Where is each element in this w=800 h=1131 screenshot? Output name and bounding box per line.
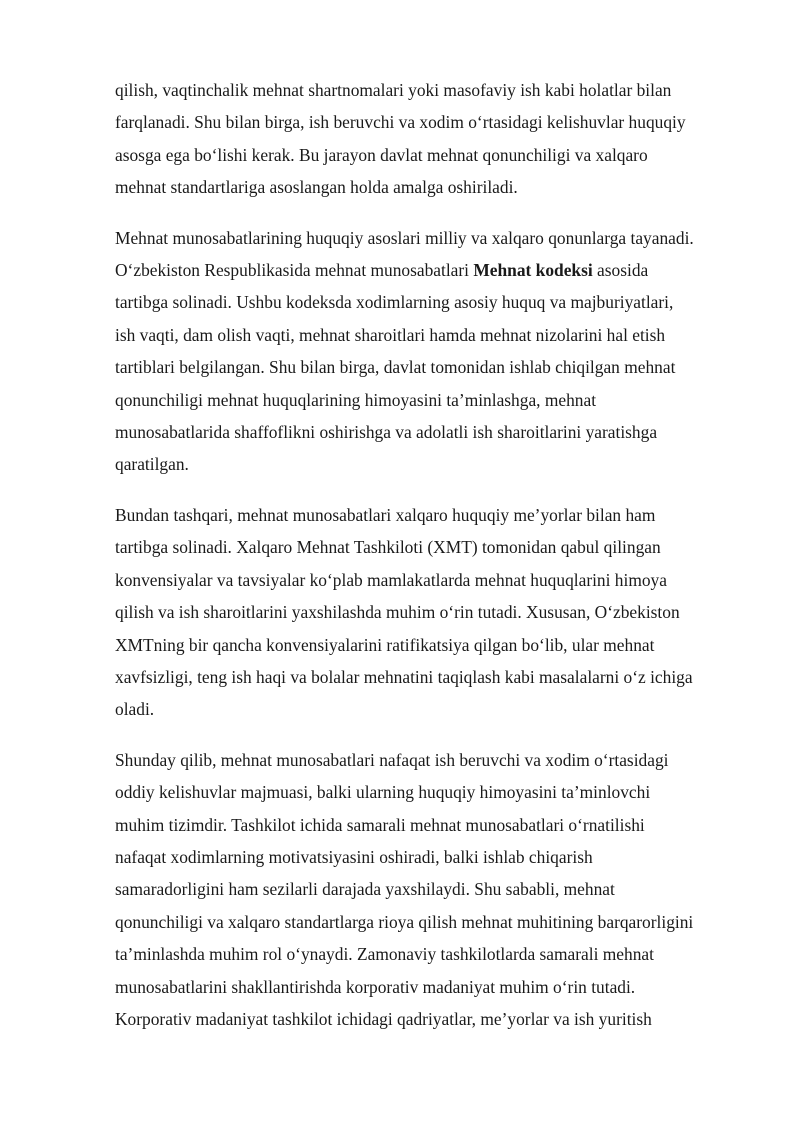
text-line: qonunchiligi mehnat huquqlarining himoyasini ta’minlashga, mehnat bbox=[115, 389, 597, 410]
paragraph-2 bbox=[115, 222, 745, 481]
text-line: Mehnat munosabatlarining huquqiy asoslari milliy va xalqaro qonunlarga tayanadi. bbox=[115, 227, 694, 248]
text-line: tartibga solinadi. Xalqaro Mehnat Tashkiloti (XMT) tomonidan qabul qilingan bbox=[115, 537, 661, 558]
text-segment: asosida bbox=[592, 260, 649, 281]
text-line: qilish, vaqtinchalik mehnat shartnomalari yoki masofaviy ish kabi holatlar bilan bbox=[115, 80, 672, 100]
text-line: samaradorligini ham sezilarli darajada yaxshilaydi. Shu sababli, mehnat bbox=[115, 879, 615, 900]
text-line: farqlanadi. Shu bilan birga, ish beruvchi va xodim o‘rtasidagi kelishuvlar huquqiy bbox=[115, 112, 686, 133]
text-line: munosabatlarini shakllantirishda korporativ madaniyat muhim o‘rin tutadi. bbox=[115, 976, 636, 997]
bold-term-mehnat-kodeksi: Mehnat kodeksi bbox=[473, 260, 593, 281]
text-line: ta’minlashda muhim rol o‘ynaydi. Zamonaviy tashkilotlarda samarali mehnat bbox=[115, 944, 654, 965]
text-line: Shunday qilib, mehnat munosabatlari nafaqat ish beruvchi va xodim o‘rtasidagi bbox=[115, 749, 669, 770]
text-line: tartiblari belgilangan. Shu bilan birga, davlat tomonidan ishlab chiqilgan mehnat bbox=[115, 357, 676, 378]
text-line: ish vaqti, dam olish vaqti, mehnat sharoitlari hamda mehnat nizolarini hal etish bbox=[115, 324, 666, 345]
text-line: oddiy kelishuvlar majmuasi, balki ularning huquqiy himoyasini ta’minlovchi bbox=[115, 782, 651, 803]
text-line: muhim tizimdir. Tashkilot ichida samarali mehnat munosabatlari o‘rnatilishi bbox=[115, 814, 645, 835]
document-body bbox=[115, 74, 745, 1053]
text-line: qonunchiligi va xalqaro standartlarga rioya qilish mehnat muhitining barqarorligini bbox=[115, 911, 694, 932]
text-line: Bundan tashqari, mehnat munosabatlari xalqaro huquqiy me’yorlar bilan ham bbox=[115, 504, 656, 525]
text-line: nafaqat xodimlarning motivatsiyasini oshiradi, balki ishlab chiqarish bbox=[115, 846, 593, 867]
text-line bbox=[115, 254, 745, 286]
text-line: konvensiyalar va tavsiyalar ko‘plab mamlakatlarda mehnat huquqlarini himoya bbox=[115, 569, 667, 590]
text-line: qaratilgan. bbox=[115, 454, 189, 475]
text-line: mehnat standartlariga asoslangan holda amalga oshiriladi. bbox=[115, 177, 518, 198]
paragraph-3 bbox=[115, 499, 745, 726]
text-line: oladi. bbox=[115, 699, 155, 720]
text-line: asosga ega bo‘lishi kerak. Bu jarayon davlat mehnat qonunchiligi va xalqaro bbox=[115, 144, 648, 165]
text-line: tartibga solinadi. Ushbu kodeksda xodimlarning asosiy huquq va majburiyatlari, bbox=[115, 292, 674, 313]
text-line: munosabatlarida shaffoflikni oshirishga va adolatli ish sharoitlarini yaratishga bbox=[115, 422, 658, 443]
text-line: XMTning bir qancha konvensiyalarini ratifikatsiya qilgan bo‘lib, ular mehnat bbox=[115, 634, 655, 655]
text-segment: O‘zbekiston Respublikasida mehnat munosabatlari bbox=[115, 260, 474, 281]
paragraph-1 bbox=[115, 74, 745, 204]
paragraph-4 bbox=[115, 744, 745, 1036]
text-line: qilish va ish sharoitlarini yaxshilashda muhim o‘rin tutadi. Xususan, O‘zbekiston bbox=[115, 602, 680, 623]
text-line: xavfsizligi, teng ish haqi va bolalar mehnatini taqiqlash kabi masalalarni o‘z ichiga bbox=[115, 666, 693, 687]
text-line: Korporativ madaniyat tashkilot ichidagi qadriyatlar, me’yorlar va ish yuritish bbox=[115, 1008, 652, 1029]
